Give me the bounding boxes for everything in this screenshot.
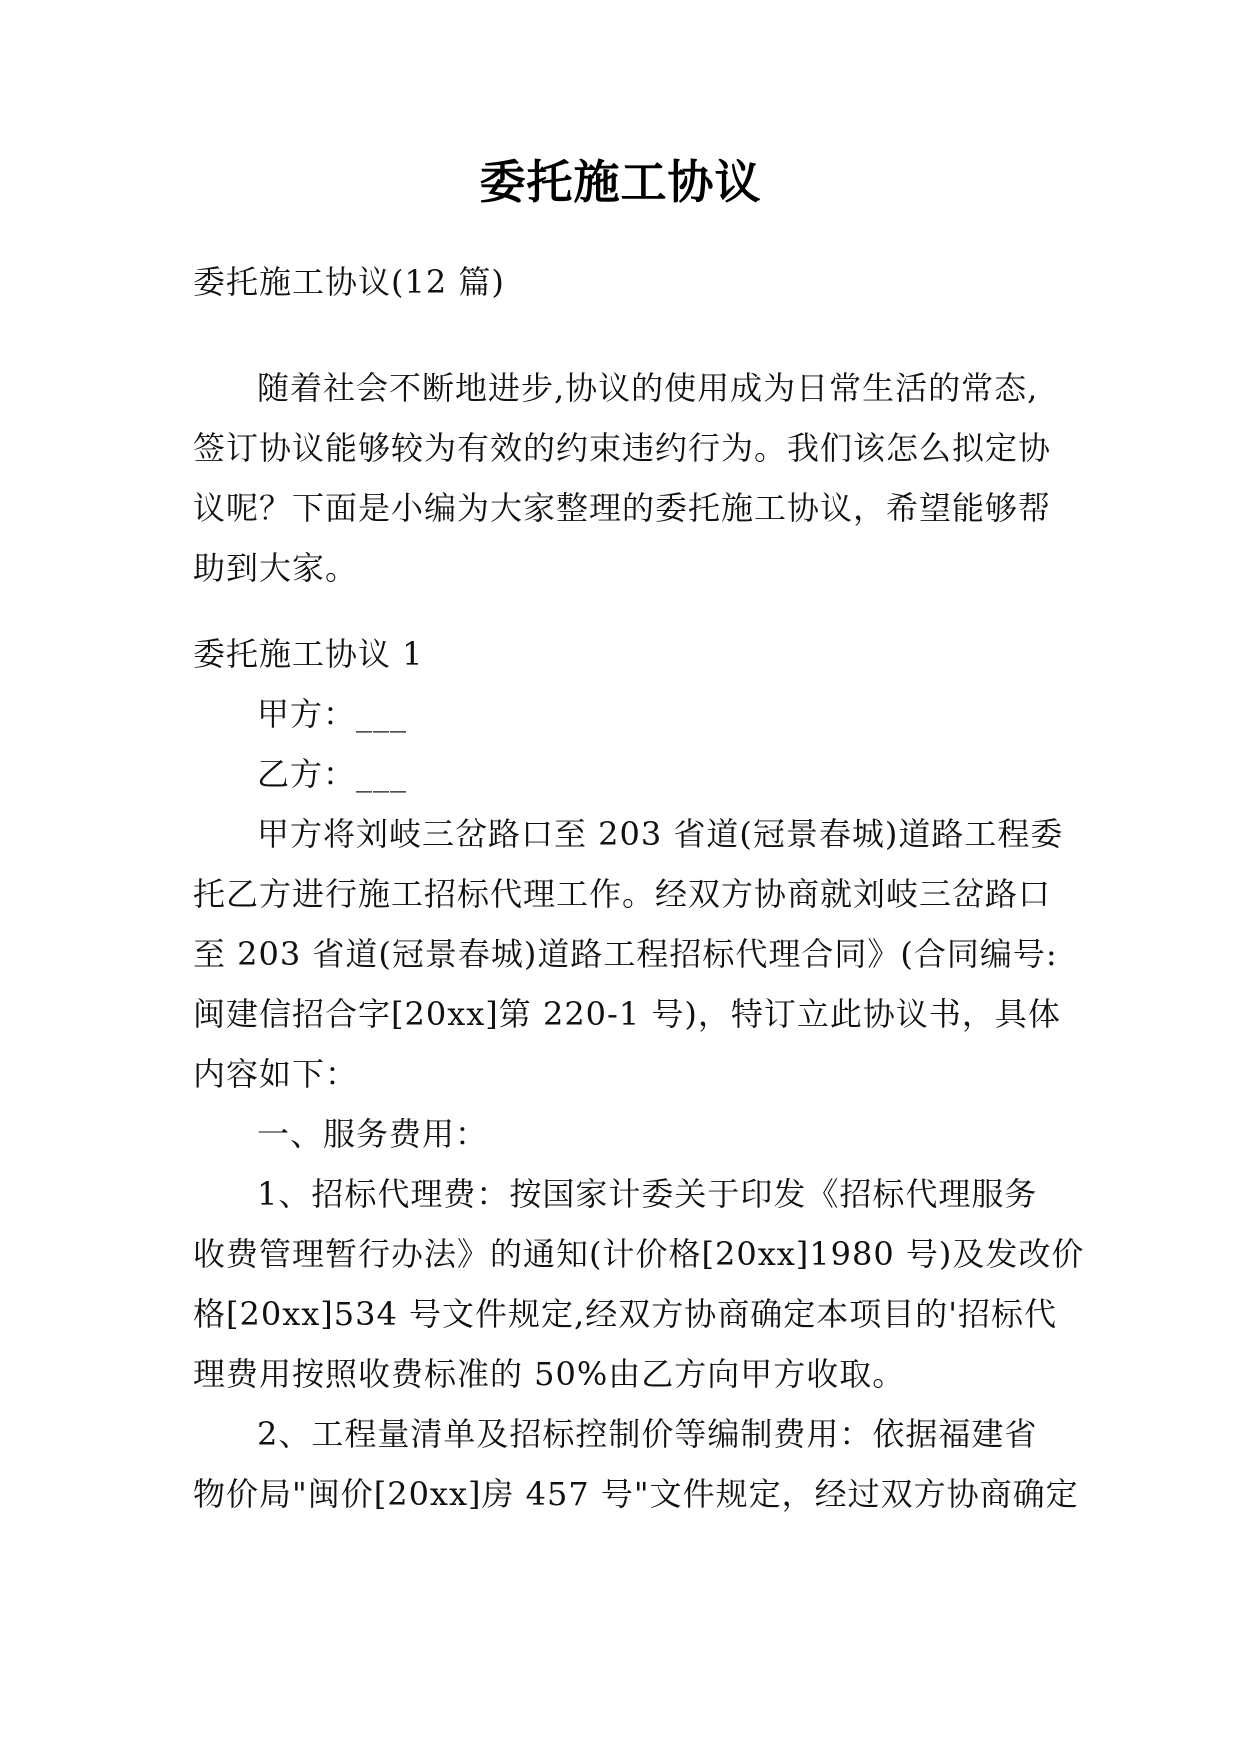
paragraph-line: 内容如下： [193, 1055, 359, 1093]
item1-line: 格[20xx]534 号文件规定,经双方协商确定本项目的'招标代 [193, 1295, 1058, 1333]
section-1 [193, 624, 1085, 1524]
document-subtitle [193, 252, 1053, 312]
intro-line: 签订协议能够较为有效的约束违约行为。我们该怎么拟定协 [193, 429, 1052, 467]
party-a-line: 甲方：___ [257, 695, 408, 733]
item1-line: 1、招标代理费：按国家计委关于印发《招标代理服务 [257, 1175, 1038, 1213]
intro-line: 随着社会不断地进步,协议的使用成为日常生活的常态, [257, 369, 1039, 407]
item2-line: 2、工程量清单及招标控制价等编制费用：依据福建省 [257, 1415, 1038, 1453]
paragraph-line: 至 203 省道(冠景春城)道路工程招标代理合同》(合同编号: [193, 935, 1058, 973]
item1-line: 理费用按照收费标准的 50%由乙方向甲方收取。 [193, 1355, 906, 1393]
paragraph-line: 托乙方进行施工招标代理工作。经双方协商就刘岐三岔路口 [193, 875, 1052, 913]
intro-paragraph [193, 358, 1053, 598]
paragraph-line: 甲方将刘岐三岔路口至 203 省道(冠景春城)道路工程委 [257, 815, 1064, 853]
item-heading: 一、服务费用： [257, 1115, 489, 1153]
party-b-line: 乙方：___ [257, 755, 408, 793]
subtitle-line: 委托施工协议(12 篇) [193, 263, 505, 301]
intro-line: 助到大家。 [193, 549, 359, 587]
document-title: 委托施工协议 [479, 155, 762, 209]
item1-line: 收费管理暂行办法》的通知(计价格[20xx]1980 号)及发改价 [193, 1235, 1085, 1273]
paragraph-line: 闽建信招合字[20xx]第 220-1 号)，特订立此协议书，具体 [193, 995, 1061, 1033]
intro-line: 议呢？下面是小编为大家整理的委托施工协议，希望能够帮 [193, 489, 1052, 527]
section-heading: 委托施工协议 1 [193, 635, 424, 673]
item2-line: 物价局"闽价[20xx]房 457 号"文件规定，经过双方协商确定 [193, 1475, 1079, 1513]
